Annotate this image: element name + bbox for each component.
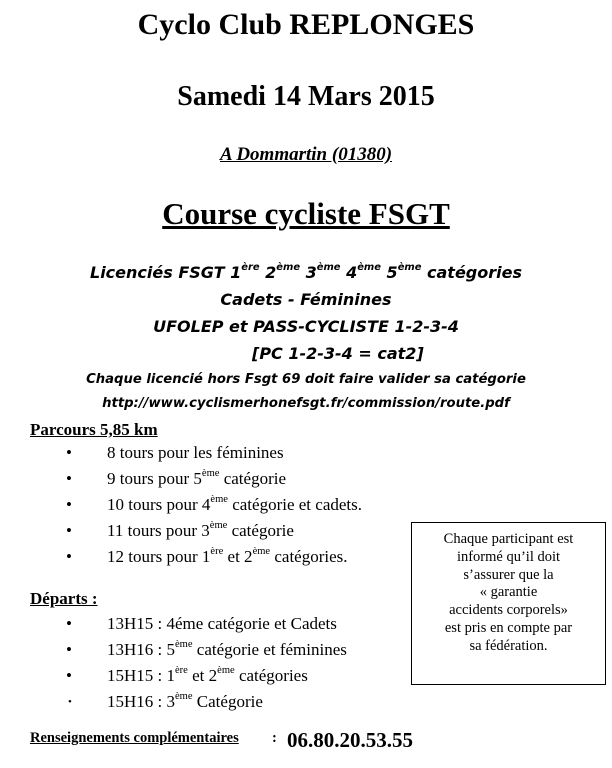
- bullet-icon: •: [68, 696, 72, 708]
- cat-text: 2: [259, 263, 277, 282]
- item-text: 15H15 : 1: [107, 666, 175, 685]
- notice-line: s’assurer que la: [463, 566, 554, 583]
- cat-sup: ème: [357, 262, 381, 274]
- bullet-icon: •: [66, 547, 72, 566]
- item-text: catégorie: [227, 521, 294, 540]
- item-sup: ème: [201, 467, 220, 479]
- parcours-item: [107, 469, 286, 489]
- bullet-icon: •: [66, 521, 72, 540]
- item-sup: ème: [175, 638, 193, 650]
- item-text: catégorie et féminines: [192, 640, 347, 659]
- cat-text: 4: [340, 263, 358, 282]
- item-text: catégorie: [219, 469, 287, 488]
- departs-item: [107, 614, 337, 634]
- event-date: Samedi 14 Mars 2015: [177, 81, 435, 112]
- item-sup: ème: [210, 493, 228, 505]
- item-sup: ème: [252, 545, 271, 557]
- item-sup: ème: [209, 519, 228, 531]
- bullet-icon: •: [66, 640, 72, 659]
- parcours-item: [107, 495, 362, 515]
- cat-sup: ème: [397, 262, 422, 274]
- notice-line: informé qu’il doit: [456, 548, 561, 565]
- item-text: et 2: [187, 666, 218, 685]
- bullet-icon: •: [66, 495, 72, 514]
- categories-line-1: [0, 263, 612, 282]
- cat-sup: ère: [241, 262, 260, 274]
- notice-line: « garantie: [479, 584, 538, 601]
- page-title: Cyclo Club REPLONGES: [137, 8, 475, 41]
- notice-line: est pris en compte par: [444, 619, 573, 636]
- item-text: catégories.: [270, 547, 348, 566]
- notice-line: accidents corporels»: [449, 602, 568, 619]
- bullet-icon: •: [66, 469, 72, 488]
- cat-text: 3: [300, 263, 317, 282]
- item-text: catégorie et cadets.: [227, 495, 363, 514]
- item-sup: ère: [210, 545, 224, 557]
- item-text: 13H15 : 4éme catégorie et Cadets: [107, 614, 337, 633]
- course-title: Course cycliste FSGT: [162, 196, 450, 231]
- bullet-icon: •: [66, 614, 72, 633]
- event-location: A Dommartin (01380): [219, 144, 393, 165]
- cat-sup: ème: [316, 262, 341, 274]
- parcours-item: [107, 521, 294, 541]
- item-text: catégories: [234, 666, 308, 685]
- item-sup: ème: [217, 664, 235, 676]
- item-text: 15H16 : 3: [107, 692, 175, 711]
- departs-item: [107, 640, 347, 660]
- notice-line: sa fédération.: [469, 637, 548, 654]
- item-sup: ère: [175, 664, 188, 676]
- categories-url: http://www.cyclismerhonefsgt.fr/commission/route.pdf: [102, 396, 510, 411]
- bullet-icon: •: [66, 666, 72, 685]
- course-title-wrap: [0, 196, 612, 232]
- departs-item: [107, 666, 308, 686]
- item-sup: ème: [175, 690, 193, 702]
- parcours-item: [107, 547, 348, 567]
- item-text: 9 tours pour 5: [107, 469, 202, 488]
- item-text: Catégorie: [192, 692, 263, 711]
- event-location-wrap: [0, 144, 612, 166]
- parcours-heading: Parcours 5,85 km: [30, 420, 158, 439]
- departs-heading: Départs :: [30, 589, 98, 608]
- contact-phone: 06.80.20.53.55: [287, 728, 413, 752]
- notice-box: [411, 522, 606, 685]
- item-text: 8 tours pour les féminines: [107, 443, 284, 462]
- notice-line: Chaque participant est: [443, 531, 574, 547]
- cat-text: catégories: [421, 263, 522, 282]
- categories-line-4: [PC 1-2-3-4 = cat2]: [252, 344, 424, 363]
- departs-item: [107, 692, 263, 712]
- cat-text: Licenciés FSGT 1: [90, 263, 242, 282]
- item-text: et 2: [223, 547, 253, 566]
- parcours-item: [107, 443, 284, 463]
- categories-line-5: Chaque licencié hors Fsgt 69 doit faire valider sa catégorie: [86, 372, 526, 387]
- item-text: 10 tours pour 4: [107, 495, 211, 514]
- item-text: 12 tours pour 1: [107, 547, 211, 566]
- cat-sup: ème: [276, 262, 301, 274]
- bullet-icon: •: [66, 443, 72, 462]
- categories-line-2: Cadets - Féminines: [220, 290, 392, 309]
- info-label: Renseignements complémentaires: [30, 730, 239, 746]
- cat-text: 5: [380, 263, 398, 282]
- item-text: 13H16 : 5: [107, 640, 175, 659]
- info-colon: :: [272, 730, 277, 746]
- categories-line-3: UFOLEP et PASS-CYCLISTE 1-2-3-4: [153, 317, 459, 336]
- item-text: 11 tours pour 3: [107, 521, 210, 540]
